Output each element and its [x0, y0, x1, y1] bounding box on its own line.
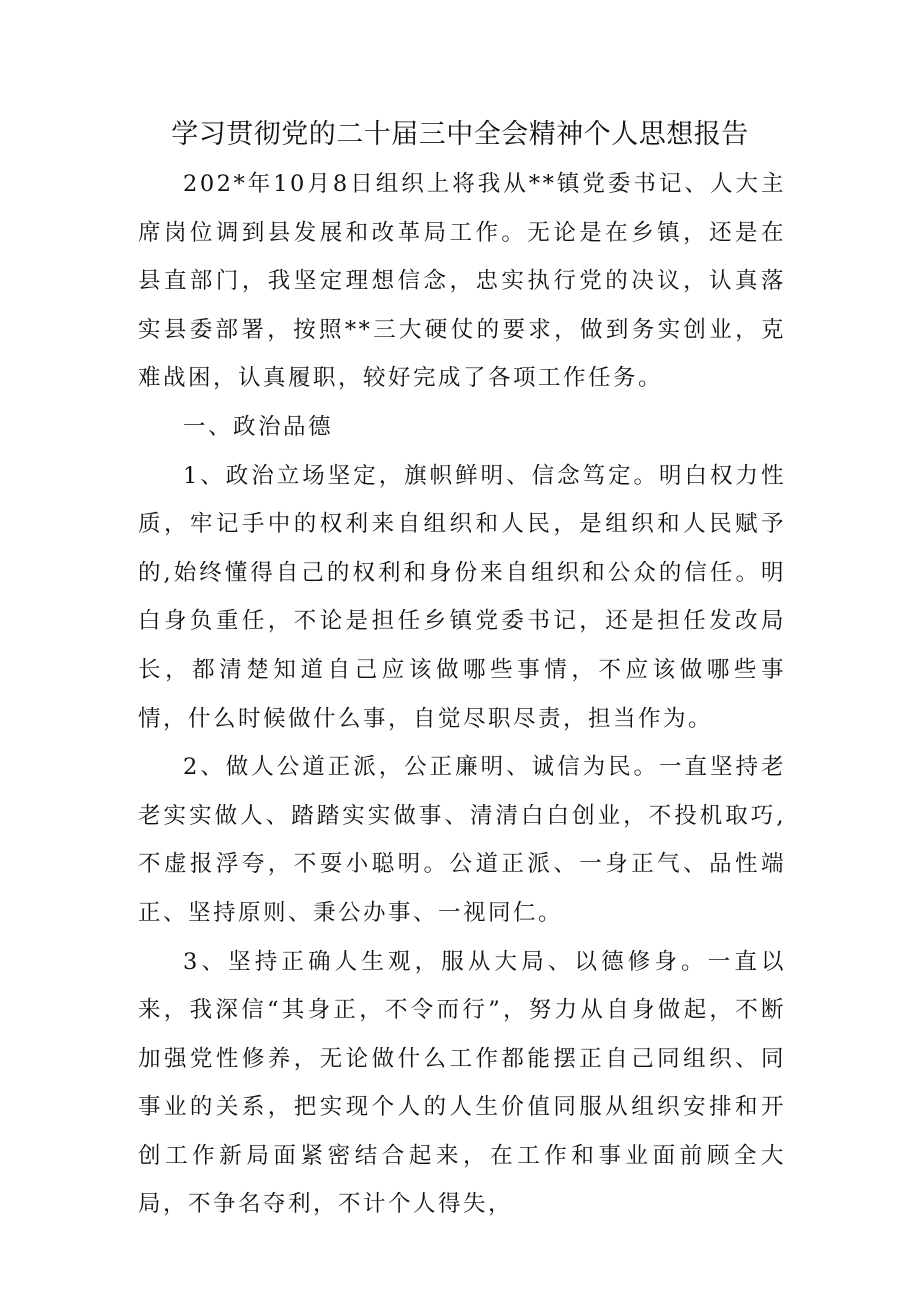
document-body — [138, 160, 786, 1229]
paragraph-item-1: 1、政治立场坚定，旗帜鲜明、信念笃定。明白权力性质，牢记手中的权利来自组织和人民，是组织和人民赋予的,始终懂得自己的权利和身份来自组织和公众的信任。明白身负重任，不论是担任乡镇党委书记，还是担任发改局长，都清楚知道自己应该做哪些事情，不应该做哪些事情，什么时候做什么事，自觉尽职尽责，担当作为。 — [138, 462, 786, 732]
paragraph-item-3: 3、坚持正确人生观，服从大局、以德修身。一直以来，我深信“其身正，不令而行”，努力从自身做起，不断加强党性修养，无论做什么工作都能摆正自己同组织、同事业的关系，把实现个人的人生价值同服从组织安排和开创工作新局面紧密结合起来，在工作和事业面前顾全大局，不争名夺利，不计个人得失， — [138, 948, 786, 1218]
section-heading-political-morality: 一、政治品德 — [183, 413, 334, 440]
paragraph-item-2: 2、做人公道正派，公正廉明、诚信为民。一直坚持老老实实做人、踏踏实实做事、清清白白创业，不投机取巧,不虚报浮夸，不耍小聪明。公道正派、一身正气、品性端正、坚持原则、秉公办事、一视同仁。 — [138, 754, 786, 926]
document-title: 学习贯彻党的二十届三中全会精神个人思想报告 — [171, 119, 749, 150]
paragraph-intro: 202*年10月8日组织上将我从**镇党委书记、人大主席岗位调到县发展和改革局工作。无论是在乡镇，还是在县直部门，我坚定理想信念，忠实执行党的决议，认真落实县委部署，按照**三大硬仗的要求，做到务实创业，克难战困，认真履职，较好完成了各项工作任务。 — [138, 171, 786, 392]
